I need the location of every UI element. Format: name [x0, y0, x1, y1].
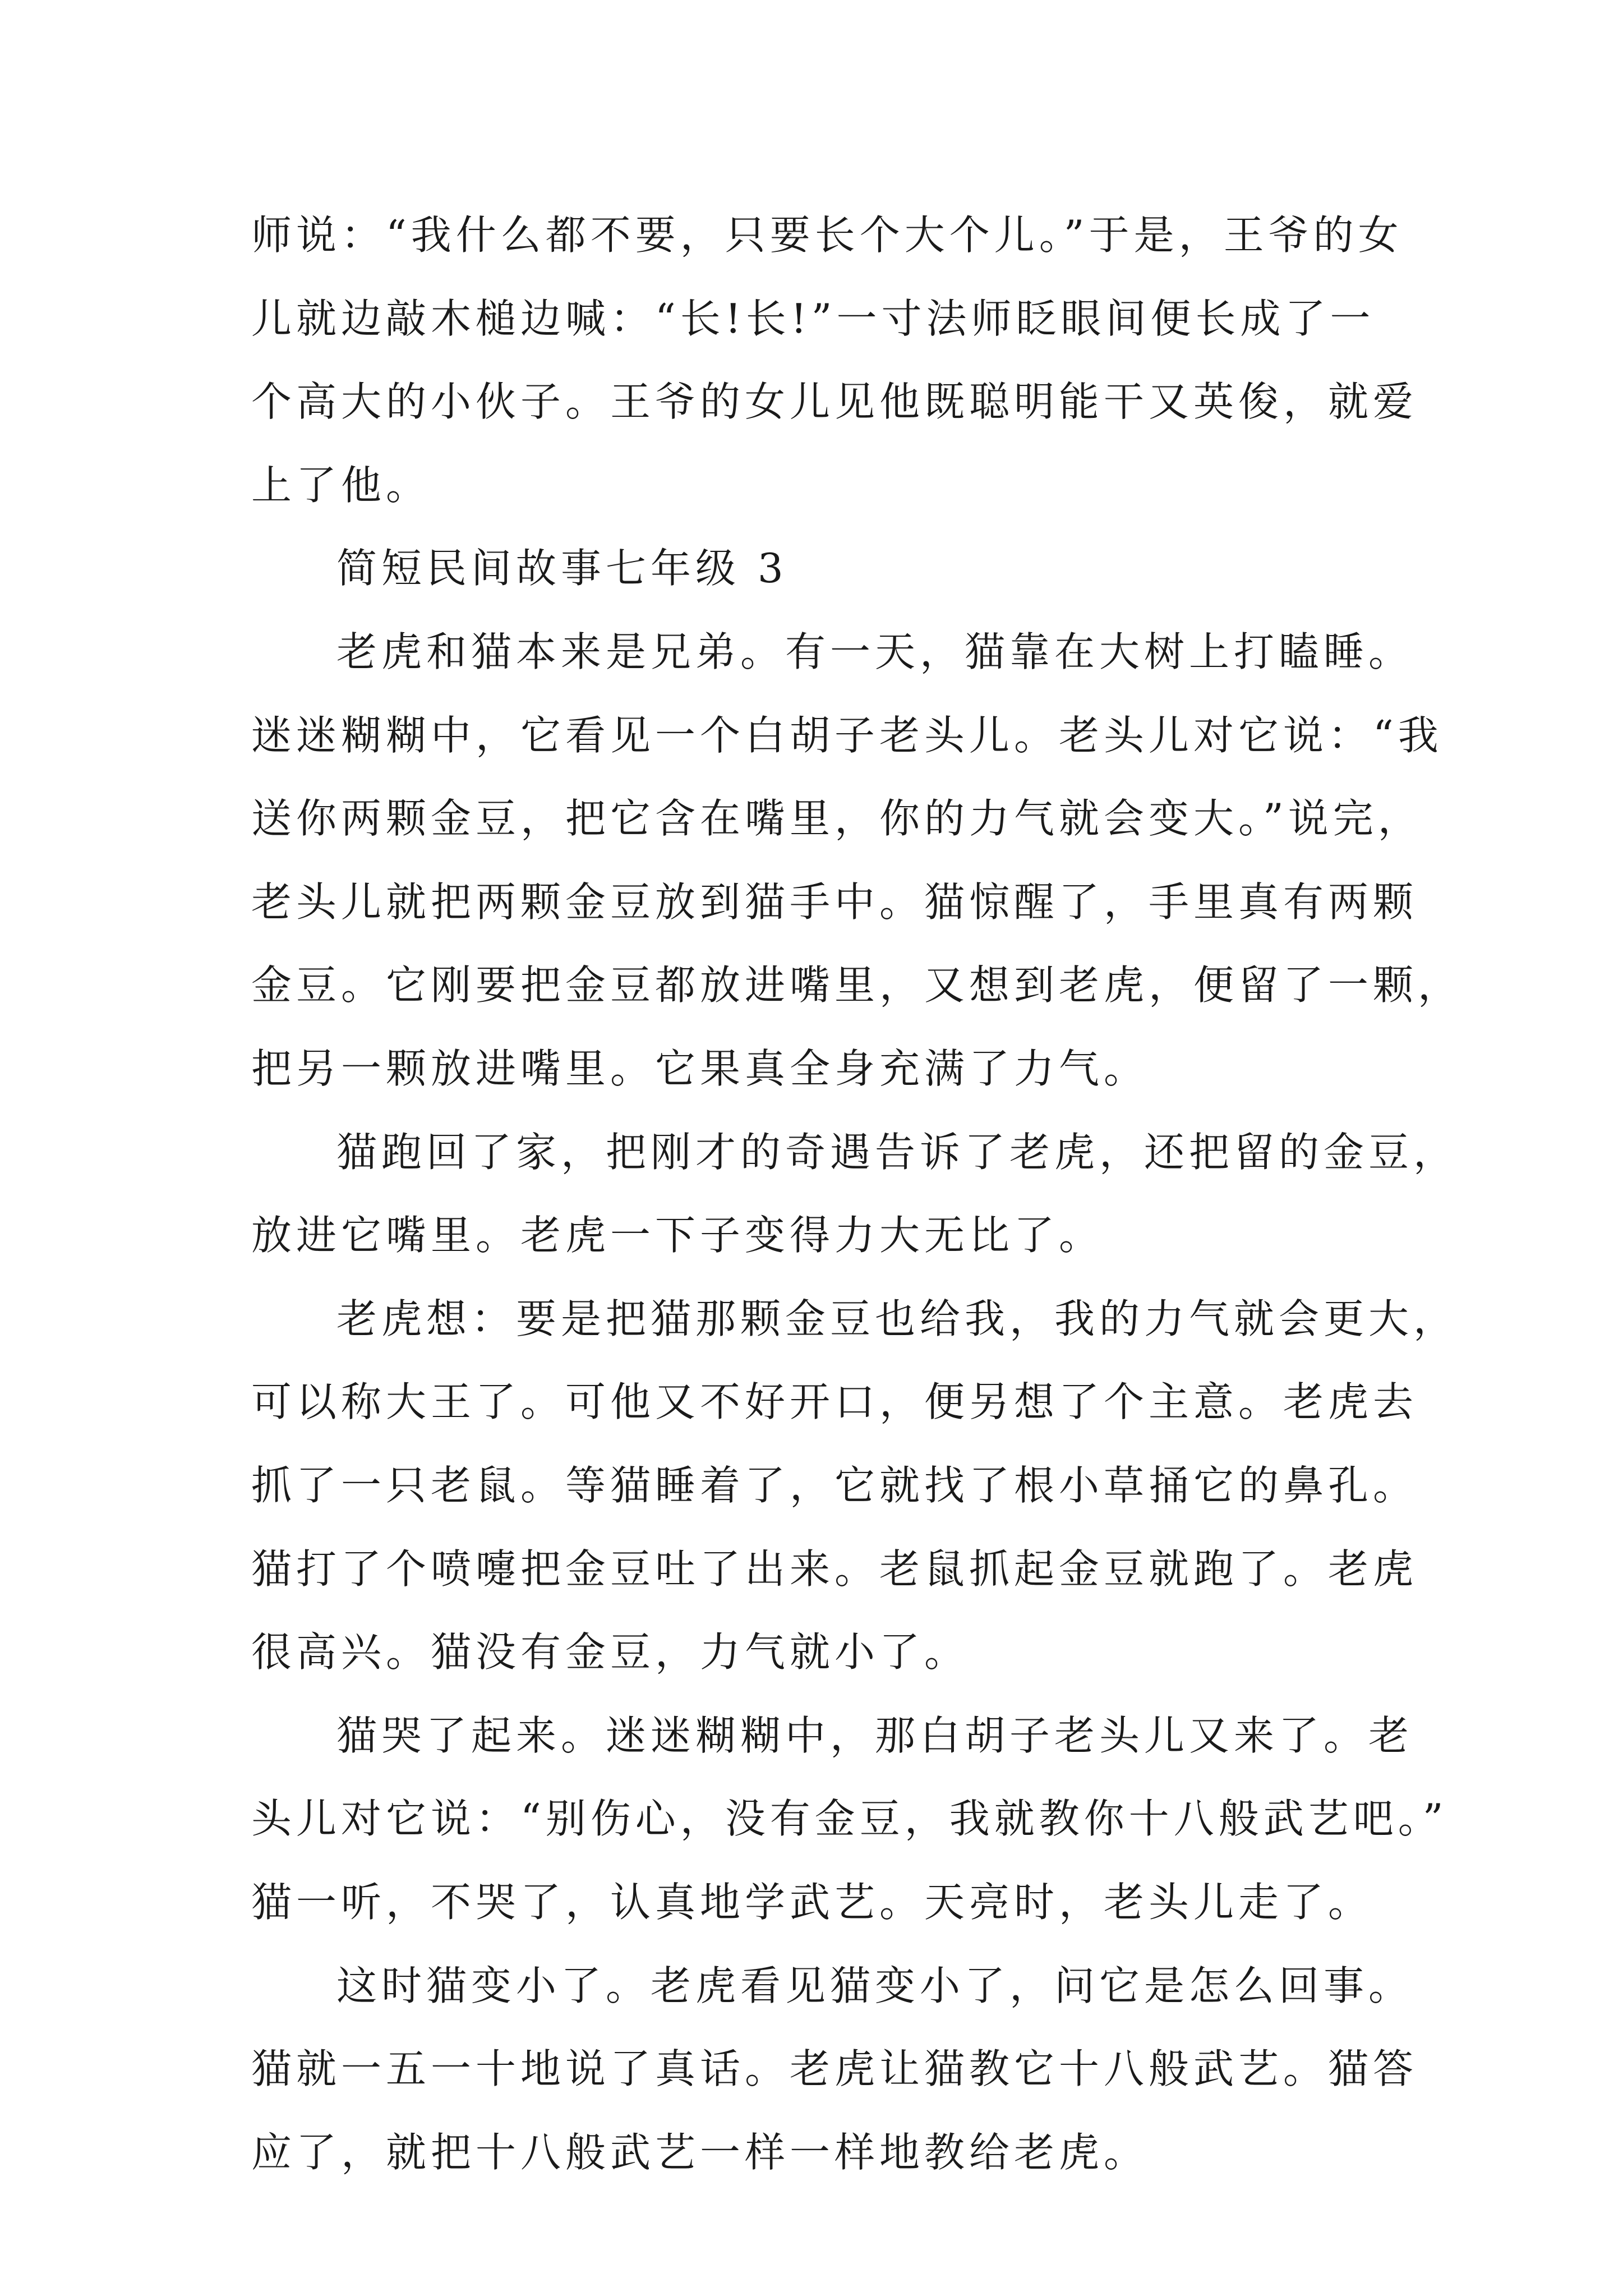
text-line: 迷迷糊糊中，它看见一个白胡子老头儿。老头儿对它说：“我	[251, 712, 1443, 759]
text-line: 猫跑回了家，把刚才的奇遇告诉了老虎，还把留的金豆，	[336, 1129, 1459, 1176]
text-line: 儿就边敲木槌边喊：“长!长!”一寸法师眨眼间便长成了一	[251, 295, 1375, 342]
text-line: 老头儿就把两颗金豆放到猫手中。猫惊醒了，手里真有两颗	[251, 878, 1418, 926]
text-line: 这时猫变小了。老虎看见猫变小了，问它是怎么回事。	[336, 1962, 1414, 2009]
text-line: 金豆。它刚要把金豆都放进嘴里，又想到老虎，便留了一颗，	[251, 961, 1463, 1009]
text-line: 抓了一只老鼠。等猫睡着了，它就找了根小草捅它的鼻孔。	[251, 1462, 1418, 1509]
text-line: 猫打了个喷嚏把金豆吐了出来。老鼠抓起金豆就跑了。老虎	[251, 1545, 1418, 1593]
text-line: 个高大的小伙子。王爷的女儿见他既聪明能干又英俊，就爱	[251, 378, 1418, 425]
section-heading: 简短民间故事七年级 3	[336, 545, 788, 592]
text-line: 放进它嘴里。老虎一下子变得力大无比了。	[251, 1212, 1104, 1259]
text-line: 猫就一五一十地说了真话。老虎让猫教它十八般武艺。猫答	[251, 2045, 1418, 2092]
text-line: 师说：“我什么都不要，只要长个大个儿。”于是，王爷的女	[251, 211, 1403, 259]
text-line: 把另一颗放进嘴里。它果真全身充满了力气。	[251, 1045, 1149, 1092]
text-line: 应了，就把十八般武艺一样一样地教给老虎。	[251, 2129, 1149, 2176]
text-line: 上了他。	[251, 462, 431, 509]
text-line: 很高兴。猫没有金豆，力气就小了。	[251, 1628, 970, 1676]
text-line: 老虎和猫本来是兄弟。有一天，猫靠在大树上打瞌睡。	[336, 628, 1414, 675]
text-line: 送你两颗金豆，把它含在嘴里，你的力气就会变大。”说完，	[251, 795, 1423, 842]
text-line: 老虎想：要是把猫那颗金豆也给我，我的力气就会更大，	[336, 1295, 1459, 1342]
text-line: 头儿对它说：“别伤心，没有金豆，我就教你十八般武艺吧。”	[251, 1795, 1448, 1842]
text-line: 可以称大王了。可他又不好开口，便另想了个主意。老虎去	[251, 1378, 1418, 1425]
text-line: 猫哭了起来。迷迷糊糊中，那白胡子老头儿又来了。老	[336, 1712, 1414, 1759]
text-line: 猫一听，不哭了，认真地学武艺。天亮时，老头儿走了。	[251, 1879, 1373, 1926]
